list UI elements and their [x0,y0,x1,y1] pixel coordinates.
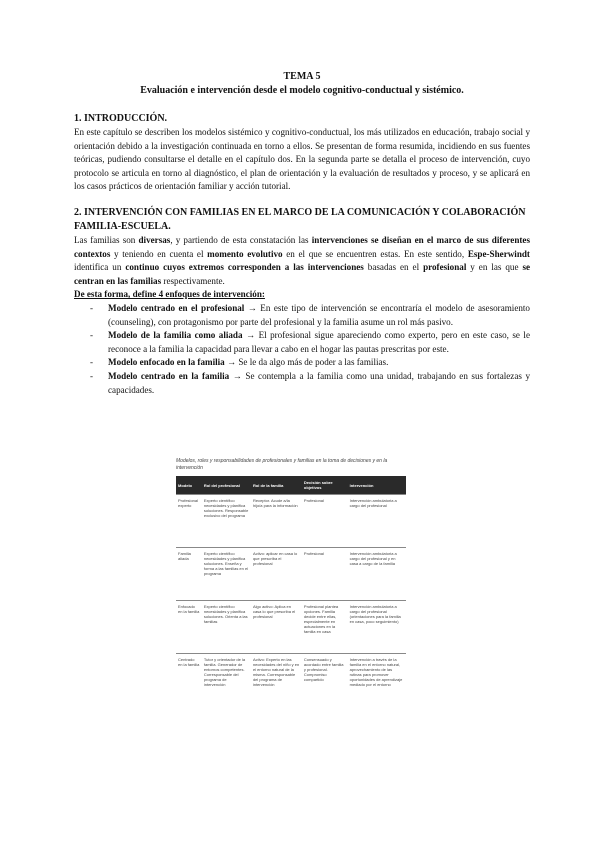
table-row [176,654,406,707]
list-item: - Modelo de la familia como aliada → El profesional sigue apareciendo como experto, pero en este caso, se le reconoce a la familia la capacidad para llevar a cabo en el hogar las pautas prescritas por este. [90,330,530,354]
table-cell: Profesional [302,548,348,601]
approaches-intro: De esta forma, define 4 enfoques de intervención: [74,289,265,300]
column-header: Modelo [176,476,202,495]
figure-caption: Modelos, roles y responsabilidades de profesionales y familias en la toma de decisiones y en la intervención [176,458,388,471]
table-cell: Intervención ambulatoria a cargo del profesional y en casa a cargo de la familia [348,548,406,601]
table-cell: Experto científico necesidades y planifica soluciones. Responsable exclusivo del programa [202,495,251,548]
table-cell: Familia aliada [176,548,202,601]
section-2-heading: 2. INTERVENCIÓN CON FAMILIAS EN EL MARCO DE LA COMUNICACIÓN Y COLABORACIÓN FAMILIA-ESCUELA. [74,206,526,232]
table-cell: Receptor. Acude a/la hijo/a para la información [251,495,302,548]
column-header: Decisión sobre objetivos [302,476,348,495]
document-body [74,70,530,397]
doc-title: TEMA 5 [283,71,321,82]
table-cell: Experto científico necesidades y planifica soluciones. Enseña y forma a las familias en el programa [202,548,251,601]
table-cell: Profesional experto [176,495,202,548]
models-table [176,476,406,706]
column-header: Rol del profesional [202,476,251,495]
list-item: - Modelo centrado en la familia → Se contempla a la familia como una unidad, trabajando en sus fortalezas y capacidades. [90,370,530,395]
table-cell: Enfocado en la familia [176,601,202,654]
table-header-row [176,476,406,495]
section-1-paragraph: En este capítulo se describen los modelos sistémico y cognitivo-conductual, los más utilizados en educación, trabajo social y orientación debido a la investigación continuada en torno a ellos. Se presentan de forma resumida, incidiendo en sus fuentes teóricas, pudiendo consultarse el detalle en el capítulo dos. En la segunda parte se detalla el proceso de intervención, cuyo protocolo se articula en torno al diagnóstico, el plan de orientación y la evaluación de resultados y proceso, y se aplicará en los casos prácticos de orientación familiar y acción tutorial. [74,127,530,192]
table-cell: Centrado en la familia [176,654,202,707]
column-header: Rol de la familia [251,476,302,495]
models-figure [176,458,406,731]
approaches-list [74,302,530,397]
table-cell: Activo: aplicar en casa lo que prescriba el profesional [251,548,302,601]
table-cell: Algo activo: Aplica en casa lo que prescriba el profesional [251,601,302,654]
table-row [176,548,406,601]
table-row [176,601,406,654]
section-2-paragraph: Las familias son diversas, y partiendo de esta constatación las intervenciones se diseñan en el marco de sus diferentes contextos y teniendo en cuenta el momento evolutivo en el que se encuentren estas. En este sentido, Espe-Sherwindt identifica un continuo cuyos extremos corresponden a las intervenciones basadas en el profesional y en las que se centran en las familias respectivamente. [74,234,531,286]
doc-subtitle: Evaluación e intervención desde el modelo cognitivo-conductual y sistémico. [140,85,464,96]
table-cell: Intervención ambulatoria a cargo del profesional (orientaciones para la familia en casa, poco seguimiento) [348,601,406,654]
table-cell: Activo: Experto en las necesidades del niño y en el entorno natural de la misma. Corresponsable del programa de intervención [251,654,302,707]
table-cell: Intervención a través de la familia en el entorno natural, aprovechamiento de las rutinas para promover oportunidades de aprendizaje mediado por el entorno [348,654,406,707]
table-row [176,495,406,548]
table-cell: Experto científico necesidades y planifica soluciones. Orienta a las familias [202,601,251,654]
table-cell: Intervención ambulatoria a cargo del profesional [348,495,406,548]
table-cell: Consensuado y acordado entre familia y profesional. Compromiso compartido [302,654,348,707]
list-item: - Modelo centrado en el profesional → En este tipo de intervención se encontraría el modelo de asesoramiento (counseling), con protagonismo por parte del profesional y la familia asume un rol más pasivo. [90,302,530,327]
table-cell: Profesional [302,495,348,548]
section-1-heading: 1. INTRODUCCIÓN. [74,113,168,124]
column-header: Intervención [348,476,406,495]
table-cell: Tutor y orientador de la familia. Generador de entornos competentes. Corresponsable del programa de intervención [202,654,251,707]
table-cell: Profesional plantea opciones. Familia decide entre ellas, especialmente en actuaciones en la familia en casa [302,601,348,654]
list-item: - Modelo enfocado en la familia → Se le da algo más de poder a las familias. [90,357,389,368]
